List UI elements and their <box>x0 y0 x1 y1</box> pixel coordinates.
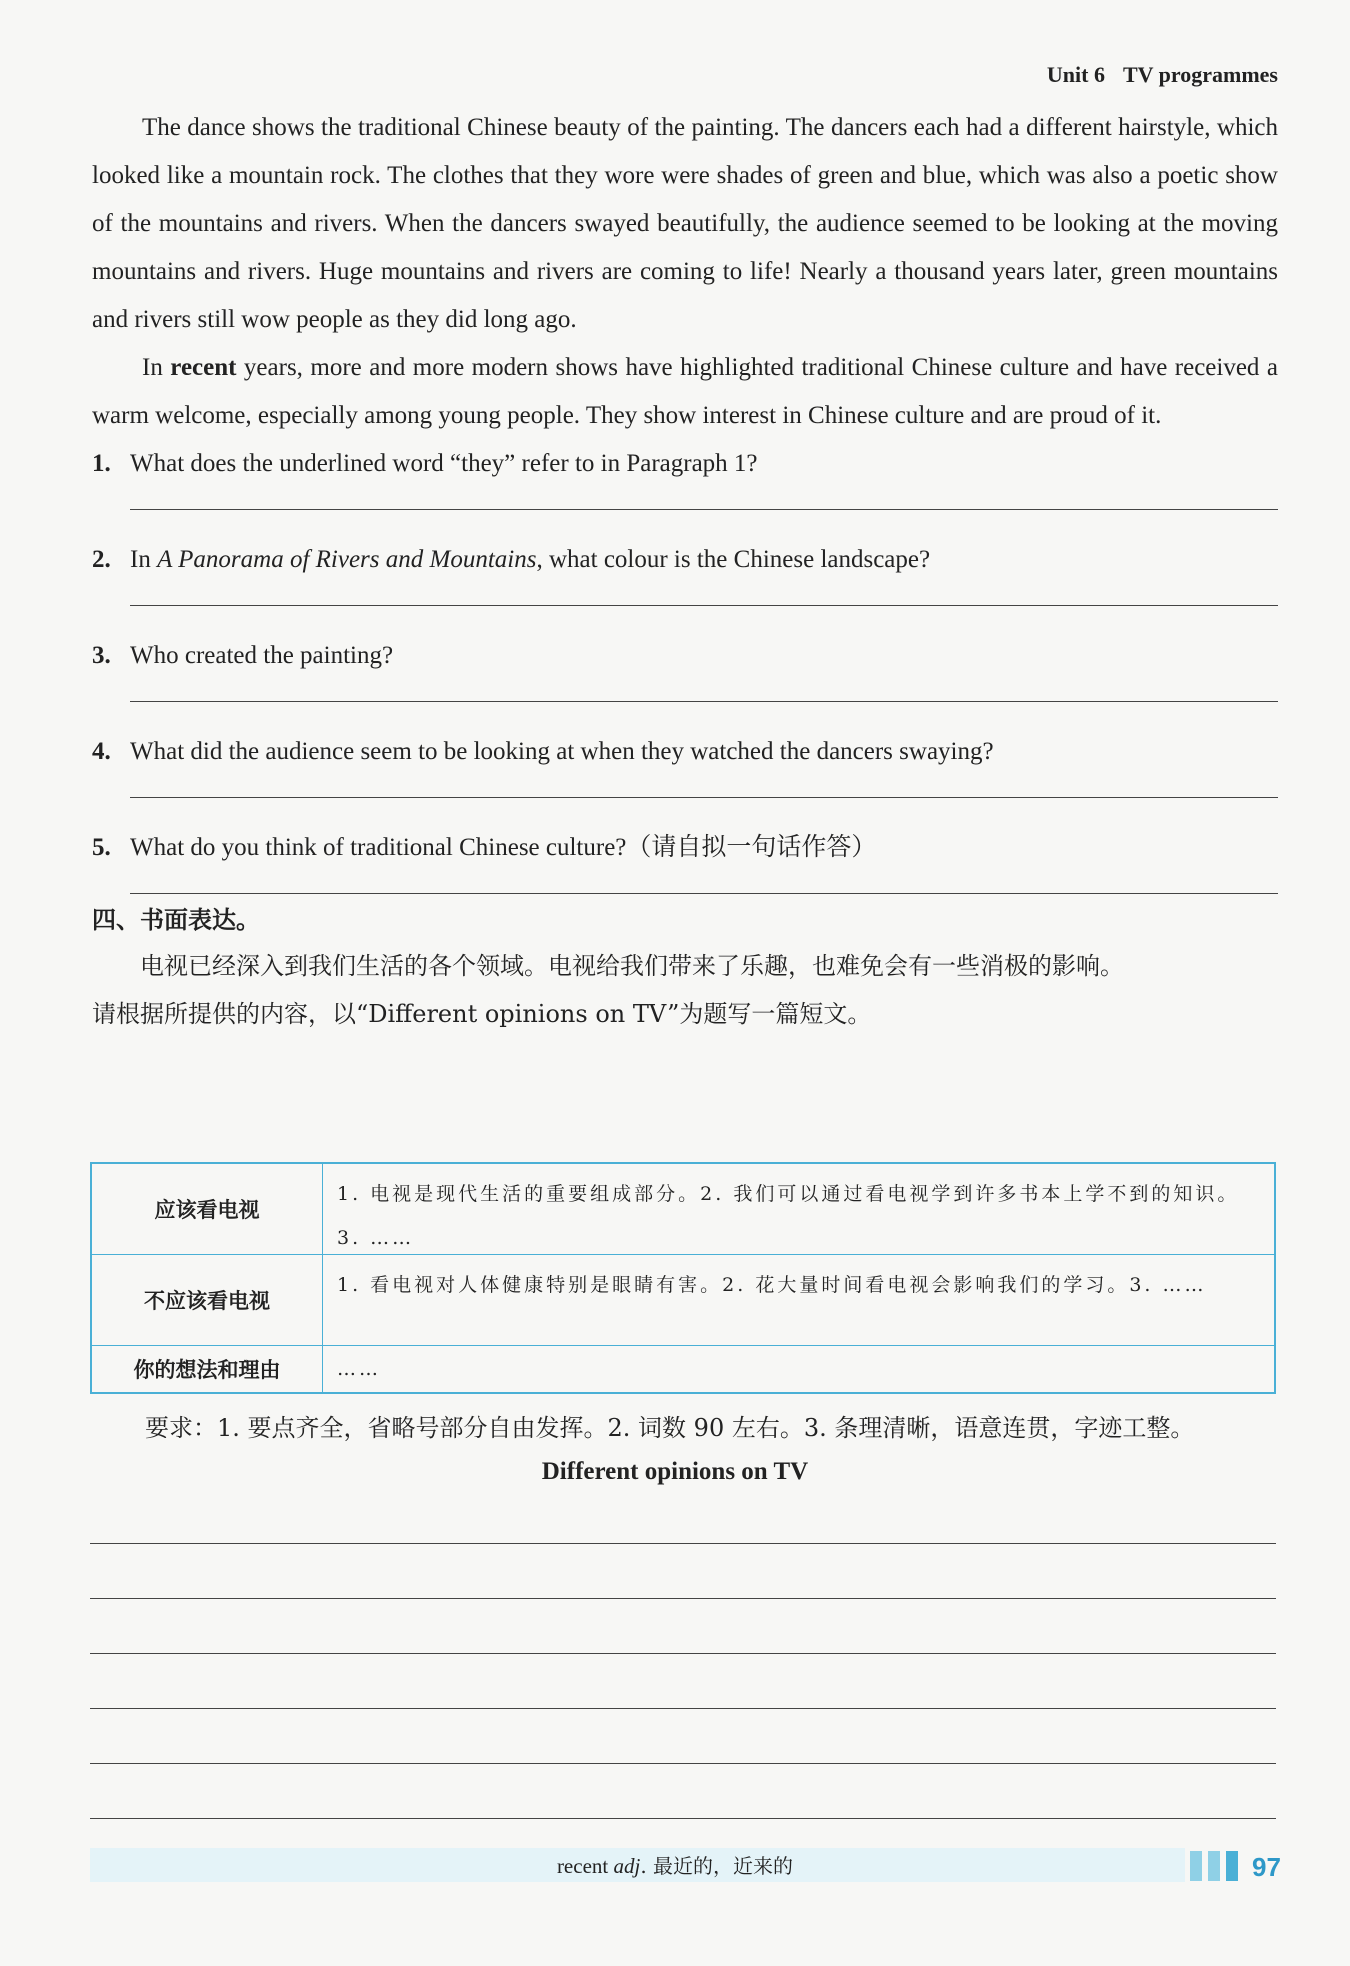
row-label: 不应该看电视 <box>92 1255 323 1345</box>
page-tab-bar <box>1190 1851 1202 1881</box>
row-content: 1. 看电视对人体健康特别是眼睛有害。2. 花大量时间看电视会影响我们的学习。3. …… <box>337 1274 1207 1296</box>
answer-line[interactable] <box>130 701 1278 702</box>
question-4 <box>92 728 1278 824</box>
writing-line-5[interactable] <box>90 1763 1276 1764</box>
row-content: …… <box>337 1358 381 1380</box>
section-title: 四、书面表达。 <box>92 906 260 934</box>
question-number: 1. <box>92 450 111 477</box>
answer-line[interactable] <box>130 509 1278 510</box>
writing-intro-2: 请根据所提供的内容，以“Different opinions on TV”为题写一篇短文。 <box>92 1000 872 1028</box>
essay-title: Different opinions on TV <box>541 1458 809 1485</box>
writing-line-2[interactable] <box>90 1598 1276 1599</box>
vocab-footnote <box>0 1850 1350 1879</box>
answer-line[interactable] <box>130 605 1278 606</box>
writing-requirements: 要求：1. 要点齐全，省略号部分自由发挥。2. 词数 90 左右。3. 条理清晰，语意连贯，字迹工整。 <box>145 1414 1195 1442</box>
q2-post: , what colour is the Chinese landscape? <box>536 546 931 573</box>
unit-label: Unit 6 <box>1046 62 1105 87</box>
question-3 <box>92 632 1278 728</box>
question-text: What did the audience seem to be looking at when they watched the dancers swaying? <box>130 738 994 765</box>
writing-prompt-table <box>90 1162 1276 1394</box>
writing-line-1[interactable] <box>90 1543 1276 1544</box>
table-row <box>92 1164 1274 1255</box>
question-text <box>130 536 1278 584</box>
page-header <box>1029 62 1278 88</box>
q2-pre: In <box>130 546 158 573</box>
writing-line-3[interactable] <box>90 1653 1276 1654</box>
question-text: What does the underlined word “they” refer to in Paragraph 1? <box>130 450 758 477</box>
vocab-word: recent <box>556 1854 609 1878</box>
p2-prefix: In <box>142 354 171 381</box>
table-row <box>92 1346 1274 1392</box>
page-number: 97 <box>1252 1852 1281 1882</box>
row-content: 1. 电视是现代生活的重要组成部分。2. 我们可以通过看电视学到许多书本上学不到的知识。3. …… <box>337 1183 1240 1249</box>
question-number: 3. <box>92 642 111 669</box>
unit-title: TV programmes <box>1122 62 1278 87</box>
keyword-recent: recent <box>170 354 237 381</box>
page-tab-bar <box>1226 1851 1238 1881</box>
passage-paragraph-2 <box>92 344 1278 440</box>
vocab-meaning: . 最近的，近来的 <box>640 1854 794 1878</box>
painting-title: A Panorama of Rivers and Mountains <box>157 546 537 573</box>
question-number: 5. <box>92 834 111 861</box>
question-text: What do you think of traditional Chinese culture?（请自拟一句话作答） <box>130 834 877 861</box>
writing-intro-1: 电视已经深入到我们生活的各个领域。电视给我们带来了乐趣，也难免会有一些消极的影响。 <box>140 952 1124 980</box>
answer-line[interactable] <box>130 797 1278 798</box>
question-number: 4. <box>92 738 111 765</box>
vocab-pos: adj <box>613 1854 641 1878</box>
row-label: 你的想法和理由 <box>92 1346 323 1392</box>
content-body <box>92 104 1278 1038</box>
p2-rest: years, more and more modern shows have highlighted traditional Chinese culture and have received a warm welcome, especially among young people. They show interest in Chinese culture and are proud of it. <box>92 354 1278 429</box>
page-tab-bar <box>1208 1851 1220 1881</box>
question-5 <box>92 824 1278 920</box>
question-2 <box>92 536 1278 632</box>
writing-line-6[interactable] <box>90 1818 1276 1819</box>
question-1 <box>92 440 1278 536</box>
answer-line[interactable] <box>130 893 1278 894</box>
passage-paragraph-1: The dance shows the traditional Chinese beauty of the painting. The dancers each had a different hairstyle, which looked like a mountain rock. The clothes that they wore were shades of green and blue, which was also a poetic show of the mountains and rivers. When the dancers swayed beautifully, the audience seemed to be looking at the moving mountains and rivers. Huge mountains and rivers are coming to life! Nearly a thousand years later, green mountains and rivers still wow people as they did long ago. <box>92 114 1278 333</box>
writing-line-4[interactable] <box>90 1708 1276 1709</box>
question-text: Who created the painting? <box>130 642 394 669</box>
row-label: 应该看电视 <box>92 1164 323 1254</box>
table-row <box>92 1255 1274 1346</box>
question-number: 2. <box>92 546 111 573</box>
